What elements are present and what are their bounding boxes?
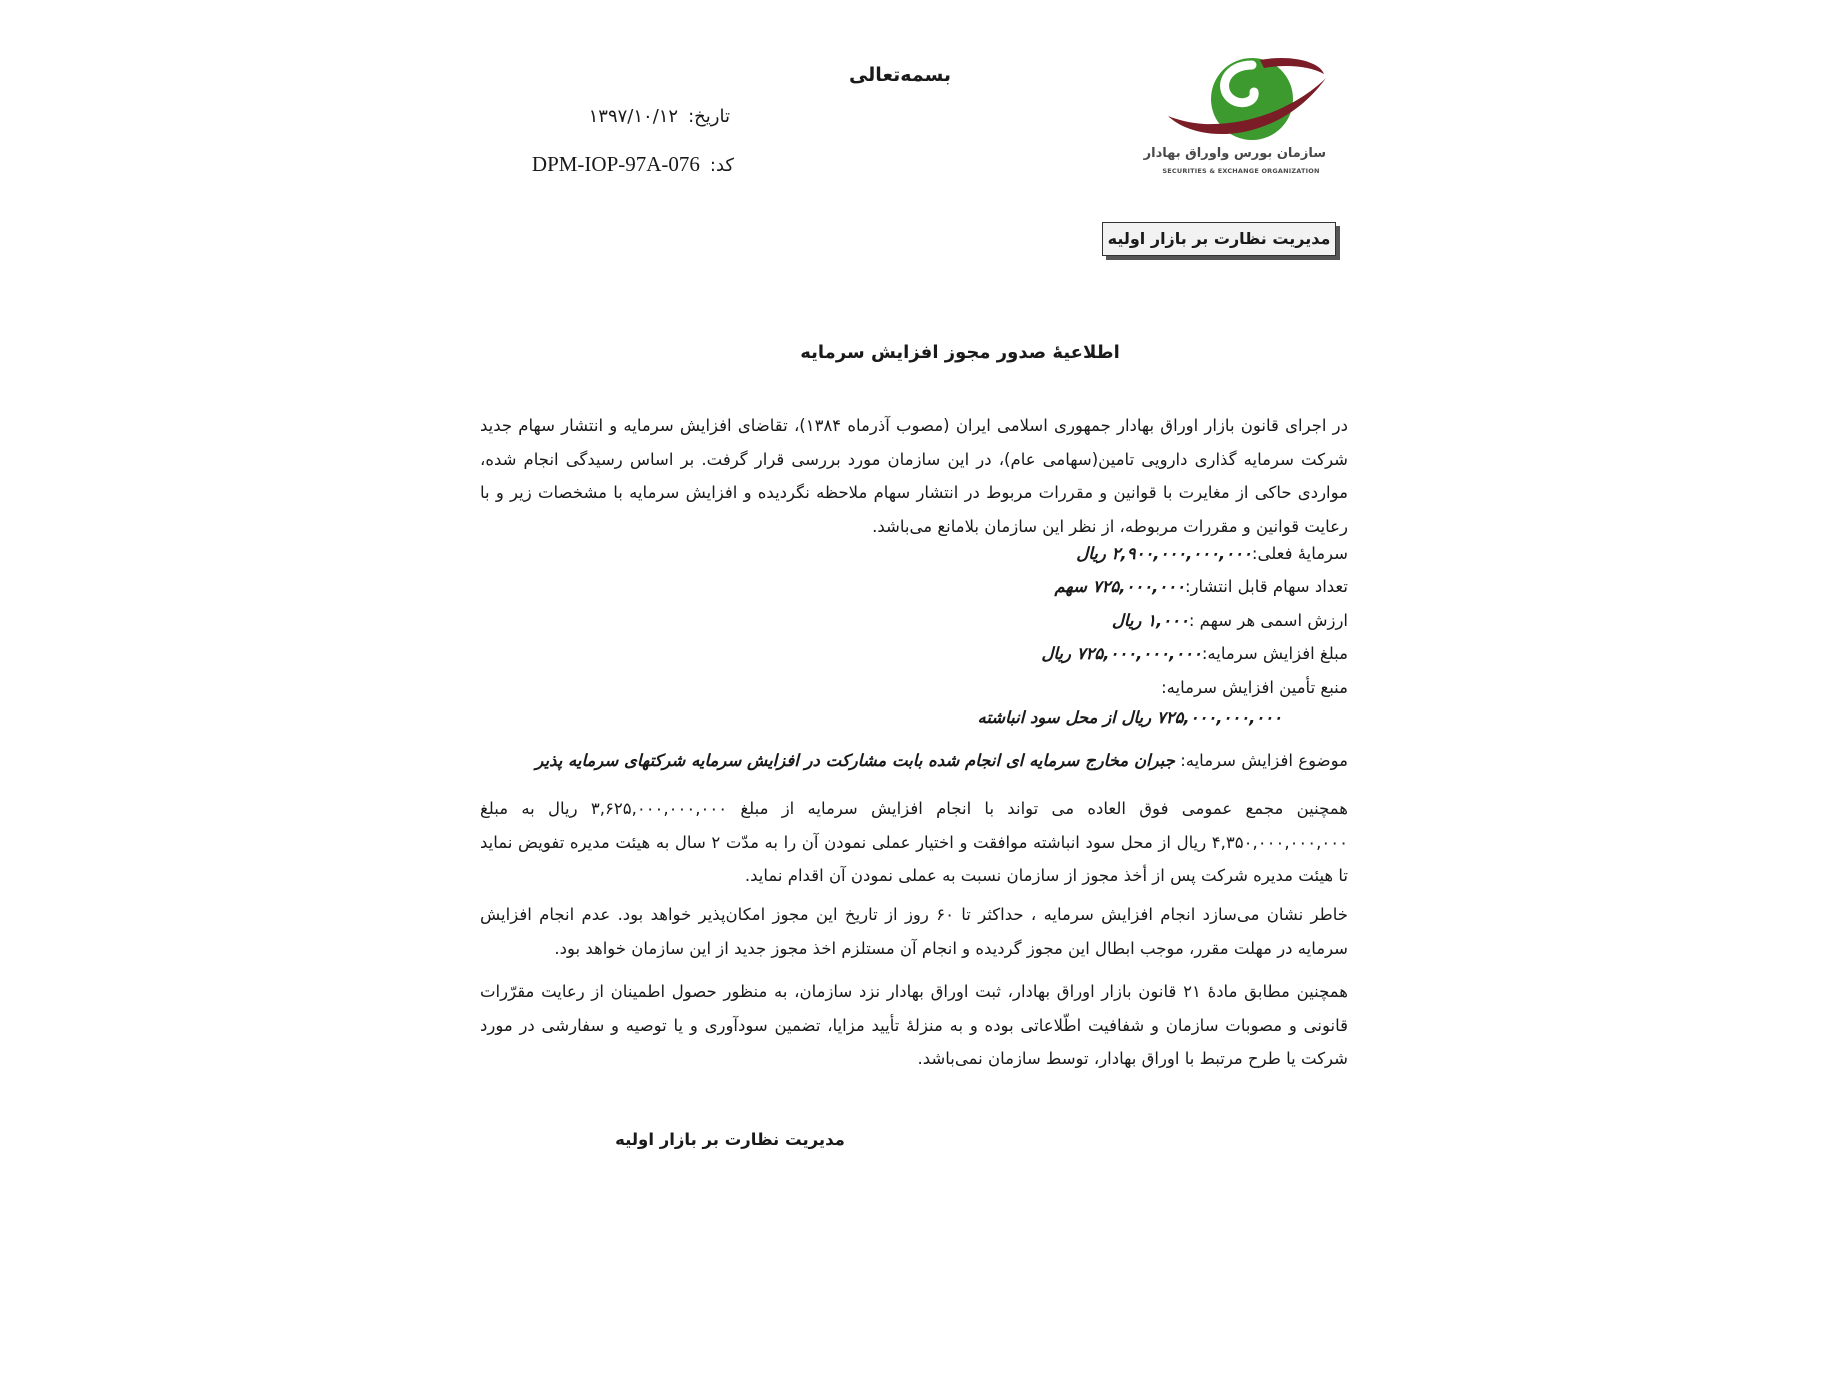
- authorization-paragraph: همچنین مجمع عمومی فوق العاده می تواند با انجام افزایش سرمایه از مبلغ ۳,۶۲۵,۰۰۰,۰۰۰,۰۰۰ ریال به مبلغ ۴,۳۵۰,۰۰۰,۰۰۰,۰۰۰ ریال از محل سود انباشته موافقت و اختیار عملی نمودن آن را به مدّت ۲ سال به هیئت مدیره تفویض نماید تا هیئت مدیره شرکت پس از أخذ مجوز از سازمان نسبت به عملی نمودن آن اقدام نماید.: [480, 799, 1348, 885]
- shares-value: ۷۲۵,۰۰۰,۰۰۰ سهم: [1054, 577, 1185, 596]
- date-value: ۱۳۹۷/۱۰/۱۲: [588, 106, 679, 127]
- signature: مدیریت نظارت بر بازار اولیه: [615, 1130, 845, 1149]
- funding-source-label: منبع تأمین افزایش سرمایه:: [1161, 678, 1348, 697]
- department-box: مدیریت نظارت بر بازار اولیه: [1102, 222, 1336, 256]
- logo-name-fa: سازمان بورس واوراق بهادار: [1143, 146, 1326, 161]
- increase-amount-label: مبلغ افزایش سرمایه:: [1201, 644, 1348, 663]
- code-label: کد:: [709, 155, 734, 176]
- deadline-paragraph: خاطر نشان می‌سازد انجام افزایش سرمایه ، حداکثر تا ۶۰ روز از تاریخ این مجوز امکان‌پذیر خواهد بود. عدم انجام افزایش سرمایه در مهلت مقرر، موجب ابطال این مجوز گردیده و انجام آن مستلزم اخذ مجوز جدید از این سازمان خواهد بود.: [480, 905, 1348, 958]
- par-value-line: [1112, 611, 1348, 630]
- code-value: DPM-IOP-97A-076: [531, 152, 700, 176]
- subject-value: جبران مخارج سرمایه ای انجام شده بابت مشارکت در افزایش سرمایه شرکتهای سرمایه پذیر: [535, 751, 1175, 770]
- invocation: بسمه‌تعالی: [848, 64, 952, 86]
- disclaimer-paragraph: همچنین مطابق مادهٔ ۲۱ قانون بازار اوراق بهادار، ثبت اوراق بهادار نزد سازمان، به منظور حصول اطمینان از رعایت مقرّرات قانونی و مصوبات سازمان و شفافیت اطّلاعاتی بوده و به منزلهٔ تأیید مزایا، تضمین سودآوری و یا توصیه و سفارشی در مورد شرکت یا طرح مرتبط با اوراق بهادار، توسط سازمان نمی‌باشد.: [480, 982, 1348, 1068]
- letter-title: اطلاعیهٔ صدور مجوز افزایش سرمایه: [800, 342, 1120, 363]
- logo-emblem-icon: [1160, 54, 1332, 146]
- current-capital-value: ۲,۹۰۰,۰۰۰,۰۰۰,۰۰۰ ریال: [1076, 544, 1252, 563]
- intro-paragraph: در اجرای قانون بازار اوراق بهادار جمهوری اسلامی ایران (مصوب آذرماه ۱۳۸۴)، تقاضای افزایش سرمایه و انتشار سهام جدید شرکت سرمایه گذاری دارویی تامین(سهامی عام)، در این سازمان مورد بررسی قرار گرفت. بر اساس رسیدگی انجام شده، مواردی حاکی از مغایرت با قوانین و مقررات مربوط در انتشار سهام ملاحظه نگردیده و افزایش سرمایه با مشخصات زیر و با رعایت قوانین و مقررات مربوطه، از نظر این سازمان بلامانع می‌باشد.: [480, 416, 1348, 536]
- organization-logo: [1143, 54, 1332, 184]
- subject-label: موضوع افزایش سرمایه:: [1180, 751, 1348, 770]
- par-value-label: ارزش اسمی هر سهم :: [1188, 611, 1348, 630]
- increase-amount-value: ۷۲۵,۰۰۰,۰۰۰,۰۰۰ ریال: [1041, 644, 1202, 663]
- code-row: [532, 152, 734, 177]
- funding-source-value: ۷۲۵,۰۰۰,۰۰۰,۰۰۰ ریال از محل سود انباشته: [977, 708, 1282, 727]
- increase-amount-line: [1041, 644, 1348, 663]
- current-capital-line: [1076, 544, 1348, 563]
- current-capital-label: سرمایهٔ فعلی:: [1251, 544, 1348, 563]
- date-label: تاریخ:: [688, 106, 730, 127]
- shares-line: [1055, 577, 1348, 596]
- logo-name-en: SECURITIES & EXCHANGE ORGANIZATION: [1162, 167, 1320, 175]
- subject-line: [535, 751, 1348, 770]
- shares-label: تعداد سهام قابل انتشار:: [1185, 577, 1348, 596]
- par-value-value: ۱,۰۰۰ ریال: [1111, 611, 1189, 630]
- date-row: [589, 106, 730, 127]
